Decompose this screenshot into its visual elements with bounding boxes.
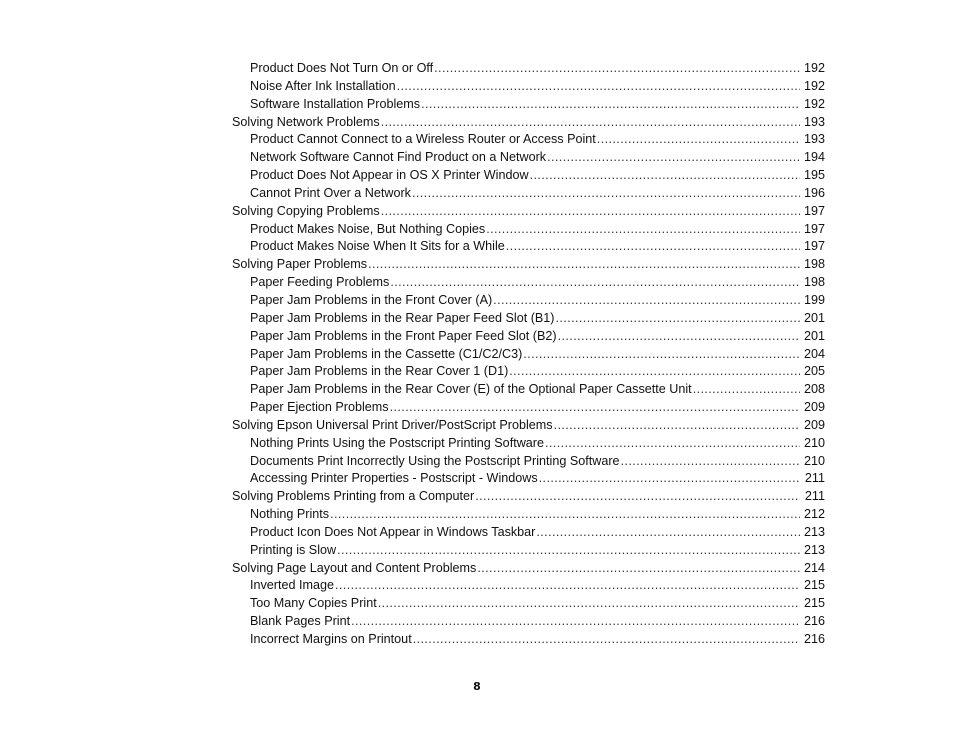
- toc-subsection-link[interactable]: [232, 328, 825, 346]
- dot-leader: [412, 185, 800, 203]
- toc-entry-title: Solving Page Layout and Content Problems: [232, 560, 477, 575]
- dot-leader: [337, 542, 800, 560]
- toc-entry-page: 193: [803, 132, 825, 147]
- toc-subsection-link[interactable]: [232, 310, 825, 328]
- toc-subsection-link[interactable]: [232, 470, 825, 488]
- toc-entry-page: 216: [803, 614, 825, 629]
- dot-leader: [378, 595, 800, 613]
- toc-entry-title: Product Icon Does Not Appear in Windows Taskbar: [250, 524, 536, 539]
- toc-entry-page: 197: [803, 203, 825, 218]
- toc-entry-title: Cannot Print Over a Network: [250, 185, 411, 200]
- dot-leader: [509, 363, 800, 381]
- dot-leader: [486, 221, 800, 239]
- toc-subsection-link[interactable]: [232, 221, 825, 239]
- toc-entry-title: Product Cannot Connect to a Wireless Router or Access Point: [250, 132, 596, 147]
- toc-entry-title: Printing is Slow: [250, 542, 337, 557]
- dot-leader: [558, 328, 800, 346]
- dot-leader: [547, 149, 800, 167]
- toc-subsection-link[interactable]: [232, 78, 825, 96]
- toc-subsection-link[interactable]: [232, 274, 825, 292]
- toc-entry-title: Paper Jam Problems in the Rear Cover 1 (D1): [250, 364, 509, 379]
- toc-subsection-link[interactable]: [232, 346, 825, 364]
- dot-leader: [351, 613, 800, 631]
- toc-section-link[interactable]: [232, 488, 825, 506]
- toc-subsection-link[interactable]: [232, 292, 825, 310]
- toc-subsection-link[interactable]: [232, 131, 825, 149]
- toc-entry-title: Paper Jam Problems in the Rear Cover (E) of the Optional Paper Cassette Unit: [250, 382, 692, 397]
- toc-entry-page: 205: [803, 364, 825, 379]
- dot-leader: [381, 114, 800, 132]
- dot-leader: [330, 506, 800, 524]
- toc-entry-title: Nothing Prints Using the Postscript Printing Software: [250, 435, 544, 450]
- toc-entry-page: 213: [803, 524, 825, 539]
- toc-entry-page: 192: [803, 78, 825, 93]
- table-of-contents: [232, 60, 825, 649]
- toc-entry-page: 216: [803, 632, 825, 646]
- toc-entry-page: 212: [803, 507, 825, 522]
- toc-entry-title: Paper Jam Problems in the Front Paper Feed Slot (B2): [250, 328, 557, 343]
- dot-leader: [390, 399, 800, 417]
- toc-entry-title: Network Software Cannot Find Product on a Network: [250, 150, 547, 165]
- page-number: 8: [473, 680, 481, 693]
- toc-entry-title: Paper Jam Problems in the Rear Paper Feed Slot (B1): [250, 310, 555, 325]
- toc-entry-page: 215: [803, 596, 825, 611]
- toc-entry-page: 198: [803, 257, 825, 272]
- toc-entry-page: 197: [803, 239, 825, 254]
- dot-leader: [556, 310, 801, 328]
- toc-subsection-link[interactable]: [232, 399, 825, 417]
- toc-subsection-link[interactable]: [232, 631, 825, 649]
- toc-section-link[interactable]: [232, 560, 825, 578]
- toc-entry-page: 196: [803, 185, 825, 200]
- dot-leader: [368, 256, 800, 274]
- toc-entry-page: 209: [803, 417, 825, 432]
- toc-subsection-link[interactable]: [232, 238, 825, 256]
- dot-leader: [539, 470, 800, 488]
- toc-entry-page: 210: [803, 435, 825, 450]
- toc-entry-title: Noise After Ink Installation: [250, 78, 396, 93]
- toc-entry-title: Product Does Not Appear in OS X Printer Window: [250, 168, 529, 183]
- toc-section-link[interactable]: [232, 114, 825, 132]
- toc-entry-page: 201: [803, 310, 825, 325]
- toc-section-link[interactable]: [232, 256, 825, 274]
- toc-subsection-link[interactable]: [232, 542, 825, 560]
- toc-entry-page: 197: [803, 221, 825, 236]
- dot-leader: [477, 560, 800, 578]
- dot-leader: [523, 346, 800, 364]
- toc-entry-title: Paper Feeding Problems: [250, 275, 390, 290]
- toc-entry-title: Solving Network Problems: [232, 114, 380, 129]
- dot-leader: [475, 488, 800, 506]
- toc-entry-title: Accessing Printer Properties - Postscript - Windows: [250, 471, 538, 486]
- toc-subsection-link[interactable]: [232, 435, 825, 453]
- dot-leader: [621, 453, 800, 471]
- toc-subsection-link[interactable]: [232, 595, 825, 613]
- toc-section-link[interactable]: [232, 417, 825, 435]
- toc-entry-title: Blank Pages Print: [250, 614, 351, 629]
- toc-entry-title: Documents Print Incorrectly Using the Postscript Printing Software: [250, 453, 620, 468]
- toc-entry-page: 199: [803, 292, 825, 307]
- dot-leader: [554, 417, 800, 435]
- toc-entry-title: Too Many Copies Print: [250, 596, 377, 611]
- toc-entry-page: 211: [804, 471, 825, 486]
- dot-leader: [597, 131, 800, 149]
- toc-entry-page: 211: [804, 489, 825, 504]
- dot-leader: [506, 238, 800, 256]
- toc-entry-page: 194: [803, 150, 825, 165]
- dot-leader: [413, 631, 800, 649]
- toc-section-link[interactable]: [232, 203, 825, 221]
- toc-entry-page: 204: [803, 346, 825, 361]
- toc-entry-page: 209: [803, 400, 825, 415]
- toc-subsection-link[interactable]: [232, 613, 825, 631]
- dot-leader: [493, 292, 800, 310]
- toc-entry-page: 193: [803, 114, 825, 129]
- dot-leader: [530, 167, 800, 185]
- toc-entry-title: Solving Paper Problems: [232, 257, 368, 272]
- dot-leader: [421, 96, 800, 114]
- toc-entry-page: 210: [803, 453, 825, 468]
- toc-entry-title: Software Installation Problems: [250, 96, 421, 111]
- toc-entry-page: 208: [803, 382, 825, 397]
- toc-subsection-link[interactable]: [232, 96, 825, 114]
- toc-entry-page: 201: [803, 328, 825, 343]
- toc-entry-page: 214: [803, 560, 825, 575]
- toc-entry-title: Product Makes Noise When It Sits for a While: [250, 239, 505, 254]
- toc-subsection-link[interactable]: [232, 577, 825, 595]
- toc-subsection-link[interactable]: [232, 506, 825, 524]
- dot-leader: [335, 577, 800, 595]
- toc-subsection-link[interactable]: [232, 60, 825, 78]
- dot-leader: [536, 524, 800, 542]
- toc-entry-page: 198: [803, 275, 825, 290]
- toc-subsection-link[interactable]: [232, 185, 825, 203]
- toc-entry-title: Solving Epson Universal Print Driver/PostScript Problems: [232, 417, 553, 432]
- dot-leader: [381, 203, 800, 221]
- dot-leader: [397, 78, 800, 96]
- toc-subsection-link[interactable]: [232, 167, 825, 185]
- toc-entry-page: 192: [803, 96, 825, 111]
- dot-leader: [390, 274, 800, 292]
- dot-leader: [693, 381, 800, 399]
- toc-entry-title: Paper Jam Problems in the Front Cover (A): [250, 292, 493, 307]
- toc-entry-title: Paper Jam Problems in the Cassette (C1/C2/C3): [250, 346, 523, 361]
- toc-entry-title: Product Makes Noise, But Nothing Copies: [250, 221, 486, 236]
- toc-subsection-link[interactable]: [232, 524, 825, 542]
- toc-entry-page: 213: [803, 542, 825, 557]
- dot-leader: [545, 435, 800, 453]
- toc-subsection-link[interactable]: [232, 453, 825, 471]
- toc-entry-title: Nothing Prints: [250, 507, 330, 522]
- toc-entry-title: Product Does Not Turn On or Off: [250, 61, 434, 75]
- toc-entry-page: 215: [803, 578, 825, 593]
- toc-entry-title: Solving Copying Problems: [232, 203, 380, 218]
- dot-leader: [434, 60, 800, 78]
- toc-entry-title: Incorrect Margins on Printout: [250, 632, 412, 646]
- toc-entry-title: Paper Ejection Problems: [250, 400, 389, 415]
- toc-subsection-link[interactable]: [232, 381, 825, 399]
- toc-subsection-link[interactable]: [232, 363, 825, 381]
- toc-subsection-link[interactable]: [232, 149, 825, 167]
- toc-entry-title: Solving Problems Printing from a Computer: [232, 489, 475, 504]
- toc-entry-page: 192: [803, 61, 825, 75]
- toc-entry-title: Inverted Image: [250, 578, 335, 593]
- toc-entry-page: 195: [803, 168, 825, 183]
